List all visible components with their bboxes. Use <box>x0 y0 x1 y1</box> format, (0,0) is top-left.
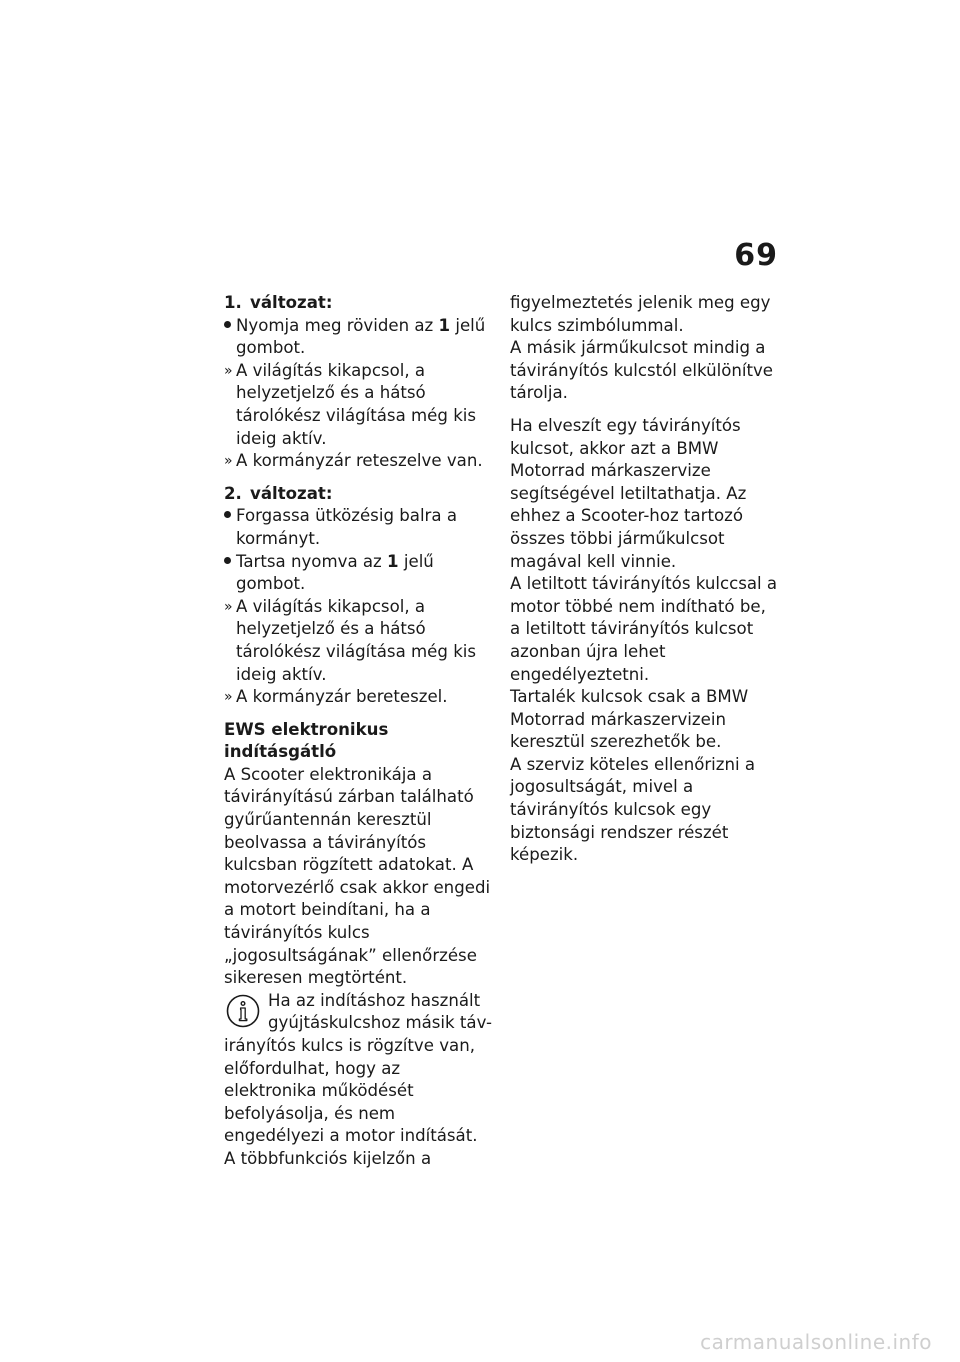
ews-title: EWS elektronikus indításgátló <box>224 719 389 762</box>
paragraph-2: A másik járműkulcsot mindig a távirányítós kulcstól elkülönítve tárolja. <box>510 338 774 403</box>
result-arrow-icon: » <box>224 362 233 379</box>
variant-2-title: változat: <box>250 483 333 503</box>
paragraph-5: Tartalék kulcsok csak a BMW Motorrad márkaszervizein keresztül szerezhetők be. <box>510 687 749 752</box>
info-note <box>224 990 492 1171</box>
paragraph-3: Ha elveszít egy távirányítós kulcsot, akkor azt a BMW Motorrad márkaszervize segítségével letiltathatja. Az ehhez a Scooter-hoz tartozó összes többi járműkulcsot magával kell vinnie. <box>510 415 747 571</box>
result-arrow-icon: » <box>224 689 233 706</box>
variant-2-step-1: Forgassa ütközésig balra a kormányt. <box>224 505 492 550</box>
page-number: 69 <box>734 238 778 273</box>
bullet-icon <box>224 315 236 360</box>
info-icon <box>226 994 260 1028</box>
note-line-2: gyújtáskulcshoz másik táv- <box>268 1013 492 1033</box>
note-line-1: Ha az indításhoz használt <box>268 990 481 1010</box>
variant-2-step-2: Tartsa nyomva az 1 jelű gombot. <box>224 551 492 596</box>
result-arrow-icon: » <box>224 453 233 470</box>
paragraph-4: A letiltott távirányítós kulccsal a motor többé nem indítható be, a letiltott távirányítós kulcsot azonban újra lehet engedélyeztetni. <box>510 574 778 684</box>
variant-2-heading <box>224 483 492 506</box>
bullet-icon <box>224 551 236 596</box>
variant-1-number: 1. <box>224 293 242 312</box>
button-ref: 1 <box>387 551 399 571</box>
variant-2-result-2: » A kormányzár bereteszel. <box>224 686 492 709</box>
bullet-icon <box>224 505 236 550</box>
variant-1-step-1: Nyomja meg röviden az 1 jelű gombot. <box>224 315 492 360</box>
paragraph-1: figyelmeztetés jelenik meg egy kulcs szimbólummal. <box>510 293 771 335</box>
watermark: carmanualsonline.info <box>700 1330 932 1354</box>
right-column <box>510 292 778 867</box>
note-body: irányítós kulcs is rögzítve van, előfordulhat, hogy az elektronika működését befolyásolja, és nem engedélyezi a motor indítását. A többfunkciós kijelzőn a <box>224 1036 478 1168</box>
variant-1-heading <box>224 292 492 315</box>
variant-2-number: 2. <box>224 483 242 503</box>
variant-2-result-1: » A világítás kikapcsol, a helyzetjelző és a hátsó tárolókész világítása még kis ideig aktív. <box>224 596 492 686</box>
ews-body: A Scooter elektronikája a távirányítású zárban található gyűrűantennán keresztül beolvassa a távirányítós kulcsban rögzített adatokat. A motorvezérlő csak akkor engedi a motort beindítani, ha a távirányítós kulcs „jogosultságának” ellenőrzése sikeresen megtörtént. <box>224 764 491 988</box>
left-column <box>224 292 492 1171</box>
result-arrow-icon: » <box>224 598 233 615</box>
button-ref: 1 <box>438 315 451 335</box>
variant-1-result-2: » A kormányzár reteszelve van. <box>224 450 492 473</box>
variant-1-result-1: » A világítás kikapcsol, a helyzetjelző és a hátsó tárolókész világítása még kis ideig aktív. <box>224 360 492 450</box>
paragraph-6: A szerviz köteles ellenőrizni a jogosultságát, mivel a távirányítós kulcsok egy biztonsági rendszer részét képezik. <box>510 754 756 865</box>
variant-1-title: változat: <box>250 293 333 312</box>
